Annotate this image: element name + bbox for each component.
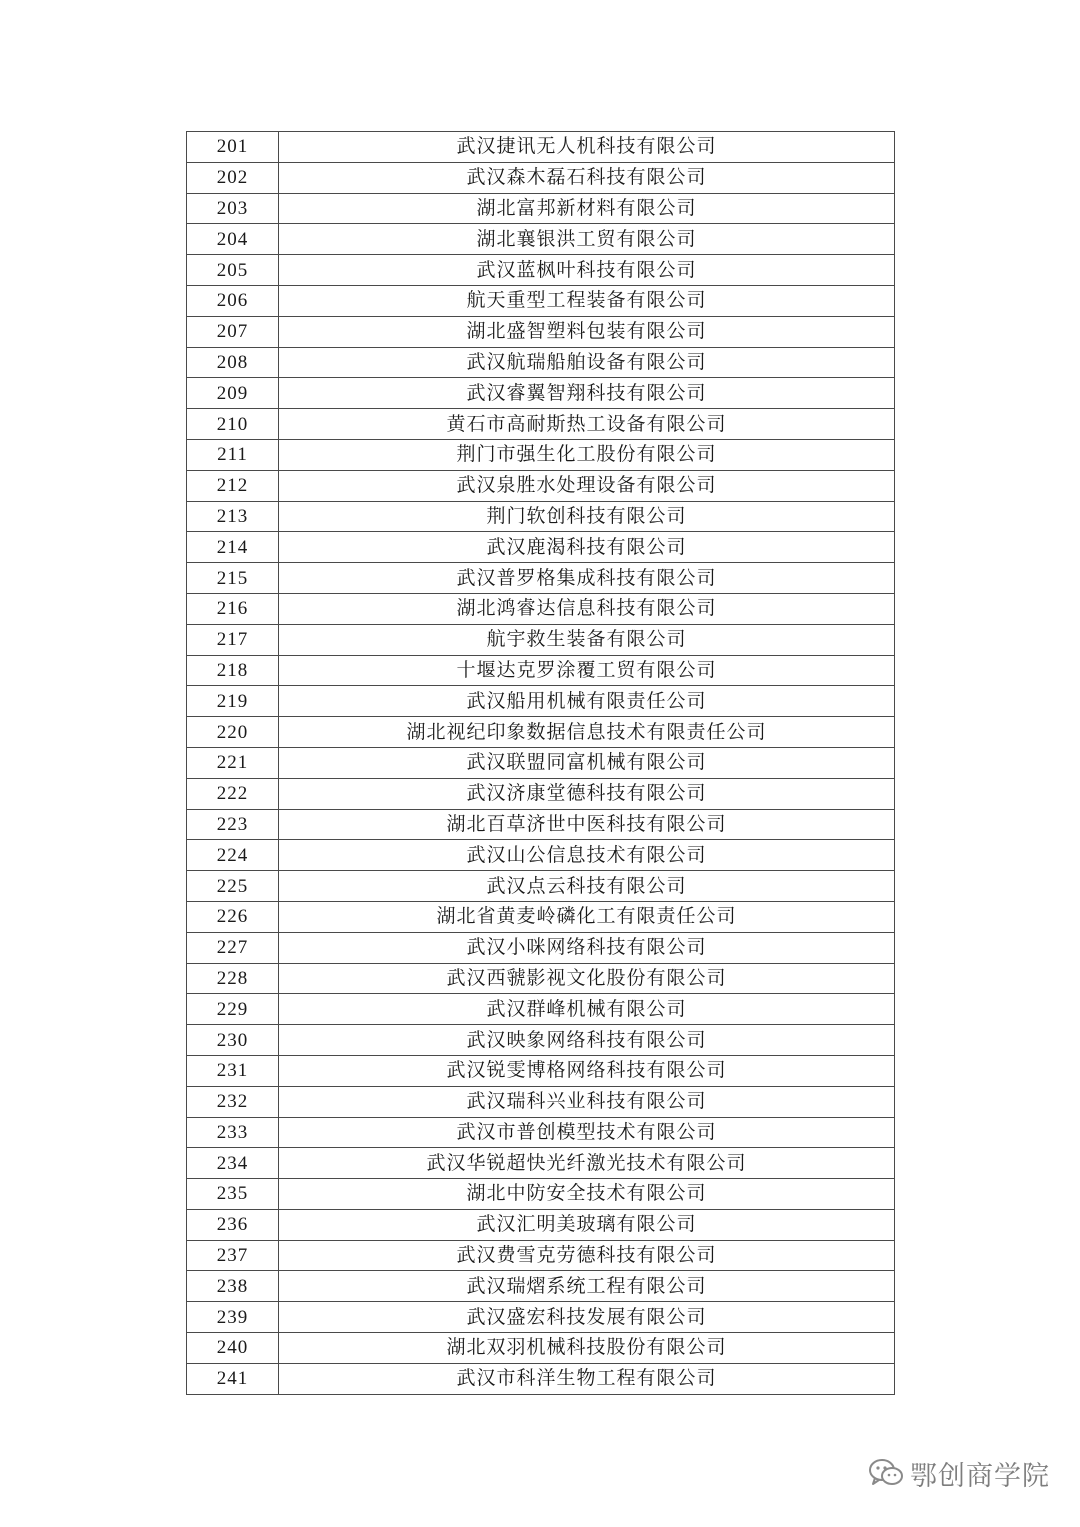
company-name-cell: 武汉小咪网络科技有限公司: [279, 932, 895, 963]
table-row: [187, 1302, 895, 1333]
table-row: [187, 316, 895, 347]
row-number-cell: 224: [187, 840, 279, 871]
company-name-cell: 湖北百草济世中医科技有限公司: [279, 809, 895, 840]
company-name-cell: 荆门软创科技有限公司: [279, 501, 895, 532]
company-list-table: [186, 131, 895, 1395]
row-number-cell: 225: [187, 871, 279, 902]
row-number-cell: 206: [187, 285, 279, 316]
table-row: [187, 285, 895, 316]
table-row: [187, 255, 895, 286]
table-row: [187, 224, 895, 255]
table-row: [187, 162, 895, 193]
table-row: [187, 1055, 895, 1086]
table-row: [187, 593, 895, 624]
row-number-cell: 234: [187, 1148, 279, 1179]
company-name-cell: 武汉船用机械有限责任公司: [279, 686, 895, 717]
row-number-cell: 237: [187, 1240, 279, 1271]
company-name-cell: 湖北省黄麦岭磷化工有限责任公司: [279, 901, 895, 932]
company-name-cell: 武汉航瑞船舶设备有限公司: [279, 347, 895, 378]
row-number-cell: 217: [187, 624, 279, 655]
table-row: [187, 686, 895, 717]
company-list-body: [187, 132, 895, 1395]
table-row: [187, 1148, 895, 1179]
company-name-cell: 武汉普罗格集成科技有限公司: [279, 563, 895, 594]
table-row: [187, 624, 895, 655]
company-name-cell: 湖北富邦新材料有限公司: [279, 193, 895, 224]
table-row: [187, 932, 895, 963]
company-name-cell: 湖北双羽机械科技股份有限公司: [279, 1333, 895, 1364]
company-name-cell: 武汉蓝枫叶科技有限公司: [279, 255, 895, 286]
table-row: [187, 1117, 895, 1148]
row-number-cell: 241: [187, 1363, 279, 1394]
row-number-cell: 239: [187, 1302, 279, 1333]
row-number-cell: 205: [187, 255, 279, 286]
table-row: [187, 563, 895, 594]
row-number-cell: 240: [187, 1333, 279, 1364]
company-name-cell: 航宇救生装备有限公司: [279, 624, 895, 655]
table-row: [187, 963, 895, 994]
company-name-cell: 湖北盛智塑料包装有限公司: [279, 316, 895, 347]
table-row: [187, 778, 895, 809]
company-name-cell: 武汉瑞科兴业科技有限公司: [279, 1086, 895, 1117]
row-number-cell: 235: [187, 1179, 279, 1210]
company-name-cell: 武汉西虢影视文化股份有限公司: [279, 963, 895, 994]
row-number-cell: 211: [187, 439, 279, 470]
company-name-cell: 湖北视纪印象数据信息技术有限责任公司: [279, 717, 895, 748]
company-name-cell: 武汉点云科技有限公司: [279, 871, 895, 902]
table-row: [187, 378, 895, 409]
table-row: [187, 1179, 895, 1210]
table-row: [187, 1240, 895, 1271]
table-row: [187, 501, 895, 532]
row-number-cell: 209: [187, 378, 279, 409]
table-row: [187, 347, 895, 378]
company-name-cell: 武汉森木磊石科技有限公司: [279, 162, 895, 193]
company-name-cell: 武汉鹿渴科技有限公司: [279, 532, 895, 563]
table-row: [187, 1363, 895, 1394]
row-number-cell: 222: [187, 778, 279, 809]
row-number-cell: 219: [187, 686, 279, 717]
table-row: [187, 809, 895, 840]
company-name-cell: 武汉汇明美玻璃有限公司: [279, 1209, 895, 1240]
wechat-watermark: [868, 1453, 1050, 1493]
company-name-cell: 湖北鸿睿达信息科技有限公司: [279, 593, 895, 624]
table-row: [187, 1333, 895, 1364]
row-number-cell: 204: [187, 224, 279, 255]
company-name-cell: 武汉瑞熠系统工程有限公司: [279, 1271, 895, 1302]
row-number-cell: 214: [187, 532, 279, 563]
table-row: [187, 193, 895, 224]
row-number-cell: 216: [187, 593, 279, 624]
wechat-icon: [868, 1458, 904, 1488]
company-name-cell: 武汉捷讯无人机科技有限公司: [279, 132, 895, 163]
company-name-cell: 武汉济康堂德科技有限公司: [279, 778, 895, 809]
company-name-cell: 武汉市普创模型技术有限公司: [279, 1117, 895, 1148]
company-name-cell: 武汉联盟同富机械有限公司: [279, 747, 895, 778]
table-row: [187, 994, 895, 1025]
company-name-cell: 武汉华锐超快光纤激光技术有限公司: [279, 1148, 895, 1179]
row-number-cell: 236: [187, 1209, 279, 1240]
company-name-cell: 湖北襄银洪工贸有限公司: [279, 224, 895, 255]
row-number-cell: 210: [187, 409, 279, 440]
table-row: [187, 901, 895, 932]
company-name-cell: 武汉市科洋生物工程有限公司: [279, 1363, 895, 1394]
company-name-cell: 武汉群峰机械有限公司: [279, 994, 895, 1025]
table-row: [187, 409, 895, 440]
row-number-cell: 238: [187, 1271, 279, 1302]
row-number-cell: 221: [187, 747, 279, 778]
row-number-cell: 207: [187, 316, 279, 347]
table-row: [187, 1086, 895, 1117]
company-name-cell: 武汉睿翼智翔科技有限公司: [279, 378, 895, 409]
row-number-cell: 231: [187, 1055, 279, 1086]
row-number-cell: 232: [187, 1086, 279, 1117]
row-number-cell: 201: [187, 132, 279, 163]
row-number-cell: 212: [187, 470, 279, 501]
table-row: [187, 439, 895, 470]
row-number-cell: 220: [187, 717, 279, 748]
company-name-cell: 航天重型工程装备有限公司: [279, 285, 895, 316]
row-number-cell: 213: [187, 501, 279, 532]
company-name-cell: 武汉泉胜水处理设备有限公司: [279, 470, 895, 501]
company-name-cell: 武汉映象网络科技有限公司: [279, 1025, 895, 1056]
row-number-cell: 227: [187, 932, 279, 963]
row-number-cell: 223: [187, 809, 279, 840]
table-row: [187, 532, 895, 563]
table-row: [187, 840, 895, 871]
company-name-cell: 武汉山公信息技术有限公司: [279, 840, 895, 871]
table-row: [187, 1209, 895, 1240]
watermark-text: 鄂创商学院: [910, 1460, 1050, 1492]
table-row: [187, 871, 895, 902]
row-number-cell: 230: [187, 1025, 279, 1056]
row-number-cell: 228: [187, 963, 279, 994]
table-row: [187, 1025, 895, 1056]
company-name-cell: 十堰达克罗涂覆工贸有限公司: [279, 655, 895, 686]
company-name-cell: 武汉盛宏科技发展有限公司: [279, 1302, 895, 1333]
company-name-cell: 黄石市高耐斯热工设备有限公司: [279, 409, 895, 440]
table-row: [187, 747, 895, 778]
row-number-cell: 202: [187, 162, 279, 193]
company-name-cell: 武汉锐雯博格网络科技有限公司: [279, 1055, 895, 1086]
table-row: [187, 470, 895, 501]
table-row: [187, 655, 895, 686]
row-number-cell: 203: [187, 193, 279, 224]
row-number-cell: 218: [187, 655, 279, 686]
company-name-cell: 荆门市强生化工股份有限公司: [279, 439, 895, 470]
company-name-cell: 湖北中防安全技术有限公司: [279, 1179, 895, 1210]
row-number-cell: 229: [187, 994, 279, 1025]
row-number-cell: 226: [187, 901, 279, 932]
table-row: [187, 1271, 895, 1302]
table-row: [187, 717, 895, 748]
company-name-cell: 武汉费雪克劳德科技有限公司: [279, 1240, 895, 1271]
row-number-cell: 208: [187, 347, 279, 378]
row-number-cell: 233: [187, 1117, 279, 1148]
table-row: [187, 132, 895, 163]
row-number-cell: 215: [187, 563, 279, 594]
